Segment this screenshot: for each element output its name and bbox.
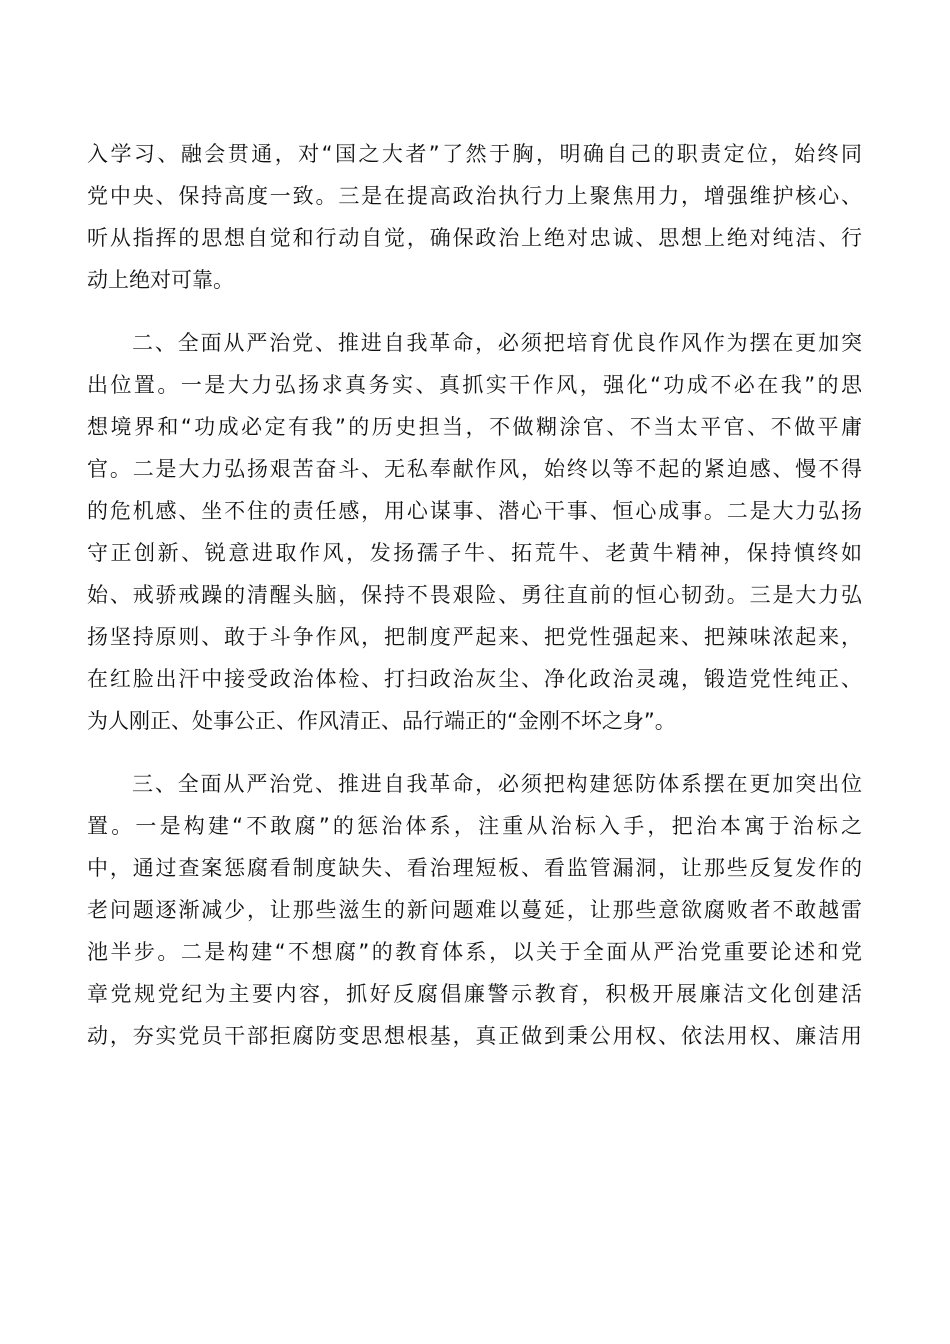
paragraph-1 [87, 133, 862, 301]
text-line: 的危机感、坐不住的责任感，用心谋事、潜心干事、恒心成事。二是大力弘扬 [87, 499, 862, 523]
text-line: 守正创新、锐意进取作风，发扬孺子牛、拓荒牛、老黄牛精神，保持慎终如 [87, 541, 862, 565]
text-line: 入学习、融会贯通，对“国之大者”了然于胸，明确自己的职责定位，始终同 [87, 142, 862, 166]
text-line: 官。二是大力弘扬艰苦奋斗、无私奉献作风，始终以等不起的紧迫感、慢不得 [87, 457, 862, 481]
text-line: 三、全面从严治党、推进自我革命，必须把构建惩防体系摆在更加突出位 [132, 772, 862, 796]
text-line: 池半步。二是构建“不想腐”的教育体系，以关于全面从严治党重要论述和党 [87, 940, 862, 964]
paragraph-2 [87, 322, 862, 742]
text-line: 在红脸出汗中接受政治体检、打扫政治灰尘、净化政治灵魂，锻造党性纯正、 [87, 667, 862, 691]
text-line: 动，夯实党员干部拒腐防变思想根基，真正做到秉公用权、依法用权、廉洁用 [87, 1024, 862, 1048]
text-line: 动上绝对可靠。 [87, 268, 234, 292]
text-line: 中，通过查案惩腐看制度缺失、看治理短板、看监管漏洞，让那些反复发作的 [87, 856, 862, 880]
text-line: 出位置。一是大力弘扬求真务实、真抓实干作风，强化“功成不必在我”的思 [87, 373, 862, 397]
text-line: 老问题逐渐减少，让那些滋生的新问题难以蔓延，让那些意欲腐败者不敢越雷 [87, 898, 862, 922]
paragraph-spacer [87, 742, 862, 763]
paragraph-spacer [87, 301, 862, 322]
text-line: 听从指挥的思想自觉和行动自觉，确保政治上绝对忠诚、思想上绝对纯洁、行 [87, 226, 862, 250]
paragraph-3 [87, 763, 862, 1057]
text-line: 扬坚持原则、敢于斗争作风，把制度严起来、把党性强起来、把辣味浓起来， [87, 625, 862, 649]
text-line: 二、全面从严治党、推进自我革命，必须把培育优良作风作为摆在更加突 [132, 331, 862, 355]
text-line: 置。一是构建“不敢腐”的惩治体系，注重从治标入手，把治本寓于治标之 [87, 814, 862, 838]
text-line: 章党规党纪为主要内容，抓好反腐倡廉警示教育，积极开展廉洁文化创建活 [87, 982, 862, 1006]
document-body [87, 133, 862, 1057]
text-line: 为人刚正、处事公正、作风清正、品行端正的“金刚不坏之身”。 [87, 709, 676, 733]
text-line: 想境界和“功成必定有我”的历史担当，不做糊涂官、不当太平官、不做平庸 [87, 415, 862, 439]
text-line: 党中央、保持高度一致。三是在提高政治执行力上聚焦用力，增强维护核心、 [87, 184, 862, 208]
text-line: 始、戒骄戒躁的清醒头脑，保持不畏艰险、勇往直前的恒心韧劲。三是大力弘 [87, 583, 862, 607]
